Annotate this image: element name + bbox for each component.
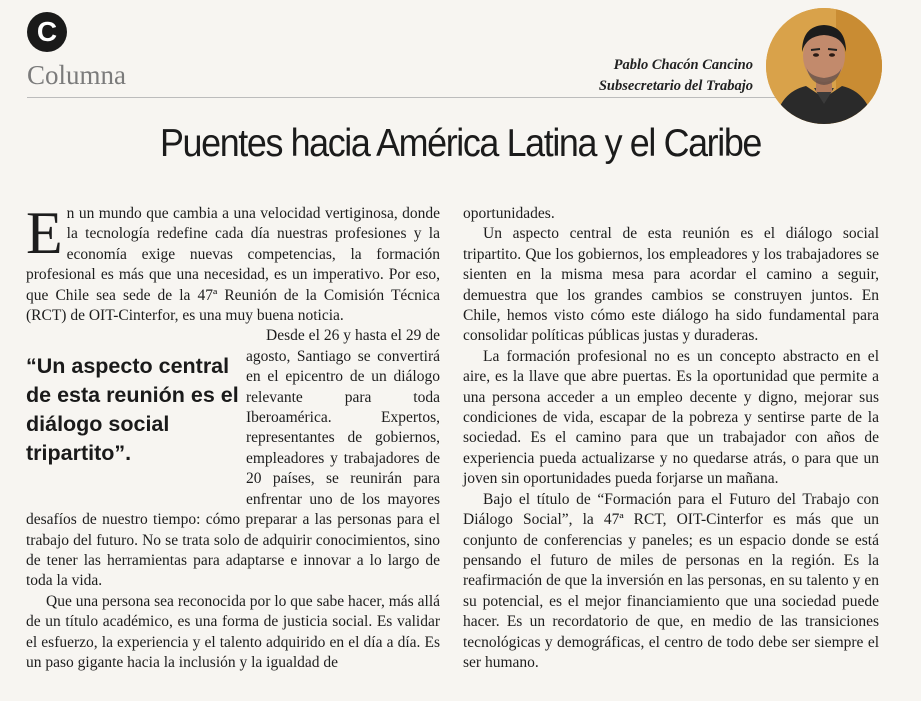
article-column-2 [463,204,879,673]
pull-quote: “Un aspecto central de esta reunión es el diálogo social tripartito”. [26,354,239,466]
paragraph-2: Desde el 26 y hasta el 29 de agosto, Santiago se convertirá en el epicentro de un diálogo relevante para toda Iberoamérica. Expertos, representantes de gobiernos, empleadores y trabajadores de 20 países, se reunirán para enfrentar uno de los mayores desafíos de nuestro tiempo: cómo preparar a las personas para el trabajo del futuro. No se trata solo de adquirir conocimientos, sino de tener las herramientas para adaptarse e innovar a lo largo de toda la vida. [26,327,440,590]
author-block [599,55,753,97]
author-role: Subsecretario del Trabajo [598,78,753,94]
portrait-illustration [766,8,882,124]
paragraph-4: Un aspecto central de esta reunión es el diálogo social tripartito. Que los gobiernos, los empleadores y los trabajadores se sienten en la misma mesa para acordar el camino a seguir, demuestra que los grandes cambios se construyen juntos. En Chile, hemos visto cómo este diálogo ha sido fundamental para consolidar políticas públicas justas y duraderas. [463,225,879,345]
paragraph-3: Que una persona sea reconocida por lo que sabe hacer, más allá de un título académico, es una forma de justicia social. Es validar el esfuerzo, la experiencia y el talento adquirido en el día a día. Es un paso gigante hacia la inclusión y la igualdad de [26,592,440,671]
headline: Puentes hacia América Latina y el Caribe [160,122,761,165]
paragraph-6: Bajo el título de “Formación para el Futuro del Trabajo con Diálogo Social”, la 47ª RCT, OIT-Cinterfor es más que un conjunto de conferencias y paneles; es un espacio donde se está pensando el futuro de miles de personas en la región. Es la reafirmación de que la inversión en las personas, en su talento y en su potencial, es el mejor financiamiento que una sociedad puede hacer. Es un recordatorio de que, en medio de las transiciones tecnológicas y demográficas, el centro de todo debe ser siempre el ser humano. [463,490,879,671]
article-column-1 [26,200,440,673]
author-name: Pablo Chacón Cancino [613,57,753,73]
paragraph-continued: oportunidades. [463,205,555,222]
paragraph-1 [26,200,440,326]
section-label: Columna [27,60,126,90]
author-portrait [766,8,882,124]
drop-cap: E [26,200,63,266]
pull-quote-box [26,328,246,500]
paragraph-1-text: n un mundo que cambia a una velocidad vertiginosa, donde la tecnología redefine cada día nuestras profesiones y la economía exige nuevas competencias, la formación profesional es más que una necesidad, es un imperativo. Por eso, que Chile sea sede de la 47ª Reunión de la Comisión Técnica (RCT) de OIT-Cinterfor, es una muy buena noticia. [26,205,440,325]
header-divider [27,97,791,98]
paragraph-5: La formación profesional no es un concepto abstracto en el aire, es la llave que abre puertas. Es la oportunidad que permite a una persona acceder a un empleo decente y digno, mejorar sus condiciones de vida, escapar de la pobreza y sentirse parte de la sociedad. Es el camino para que un trabajador con años de experiencia pueda actualizarse y no quedarse atrás, o para que un joven sin oportunidades pueda forjarse un mañana. [463,347,879,488]
column-badge: C [27,12,67,52]
